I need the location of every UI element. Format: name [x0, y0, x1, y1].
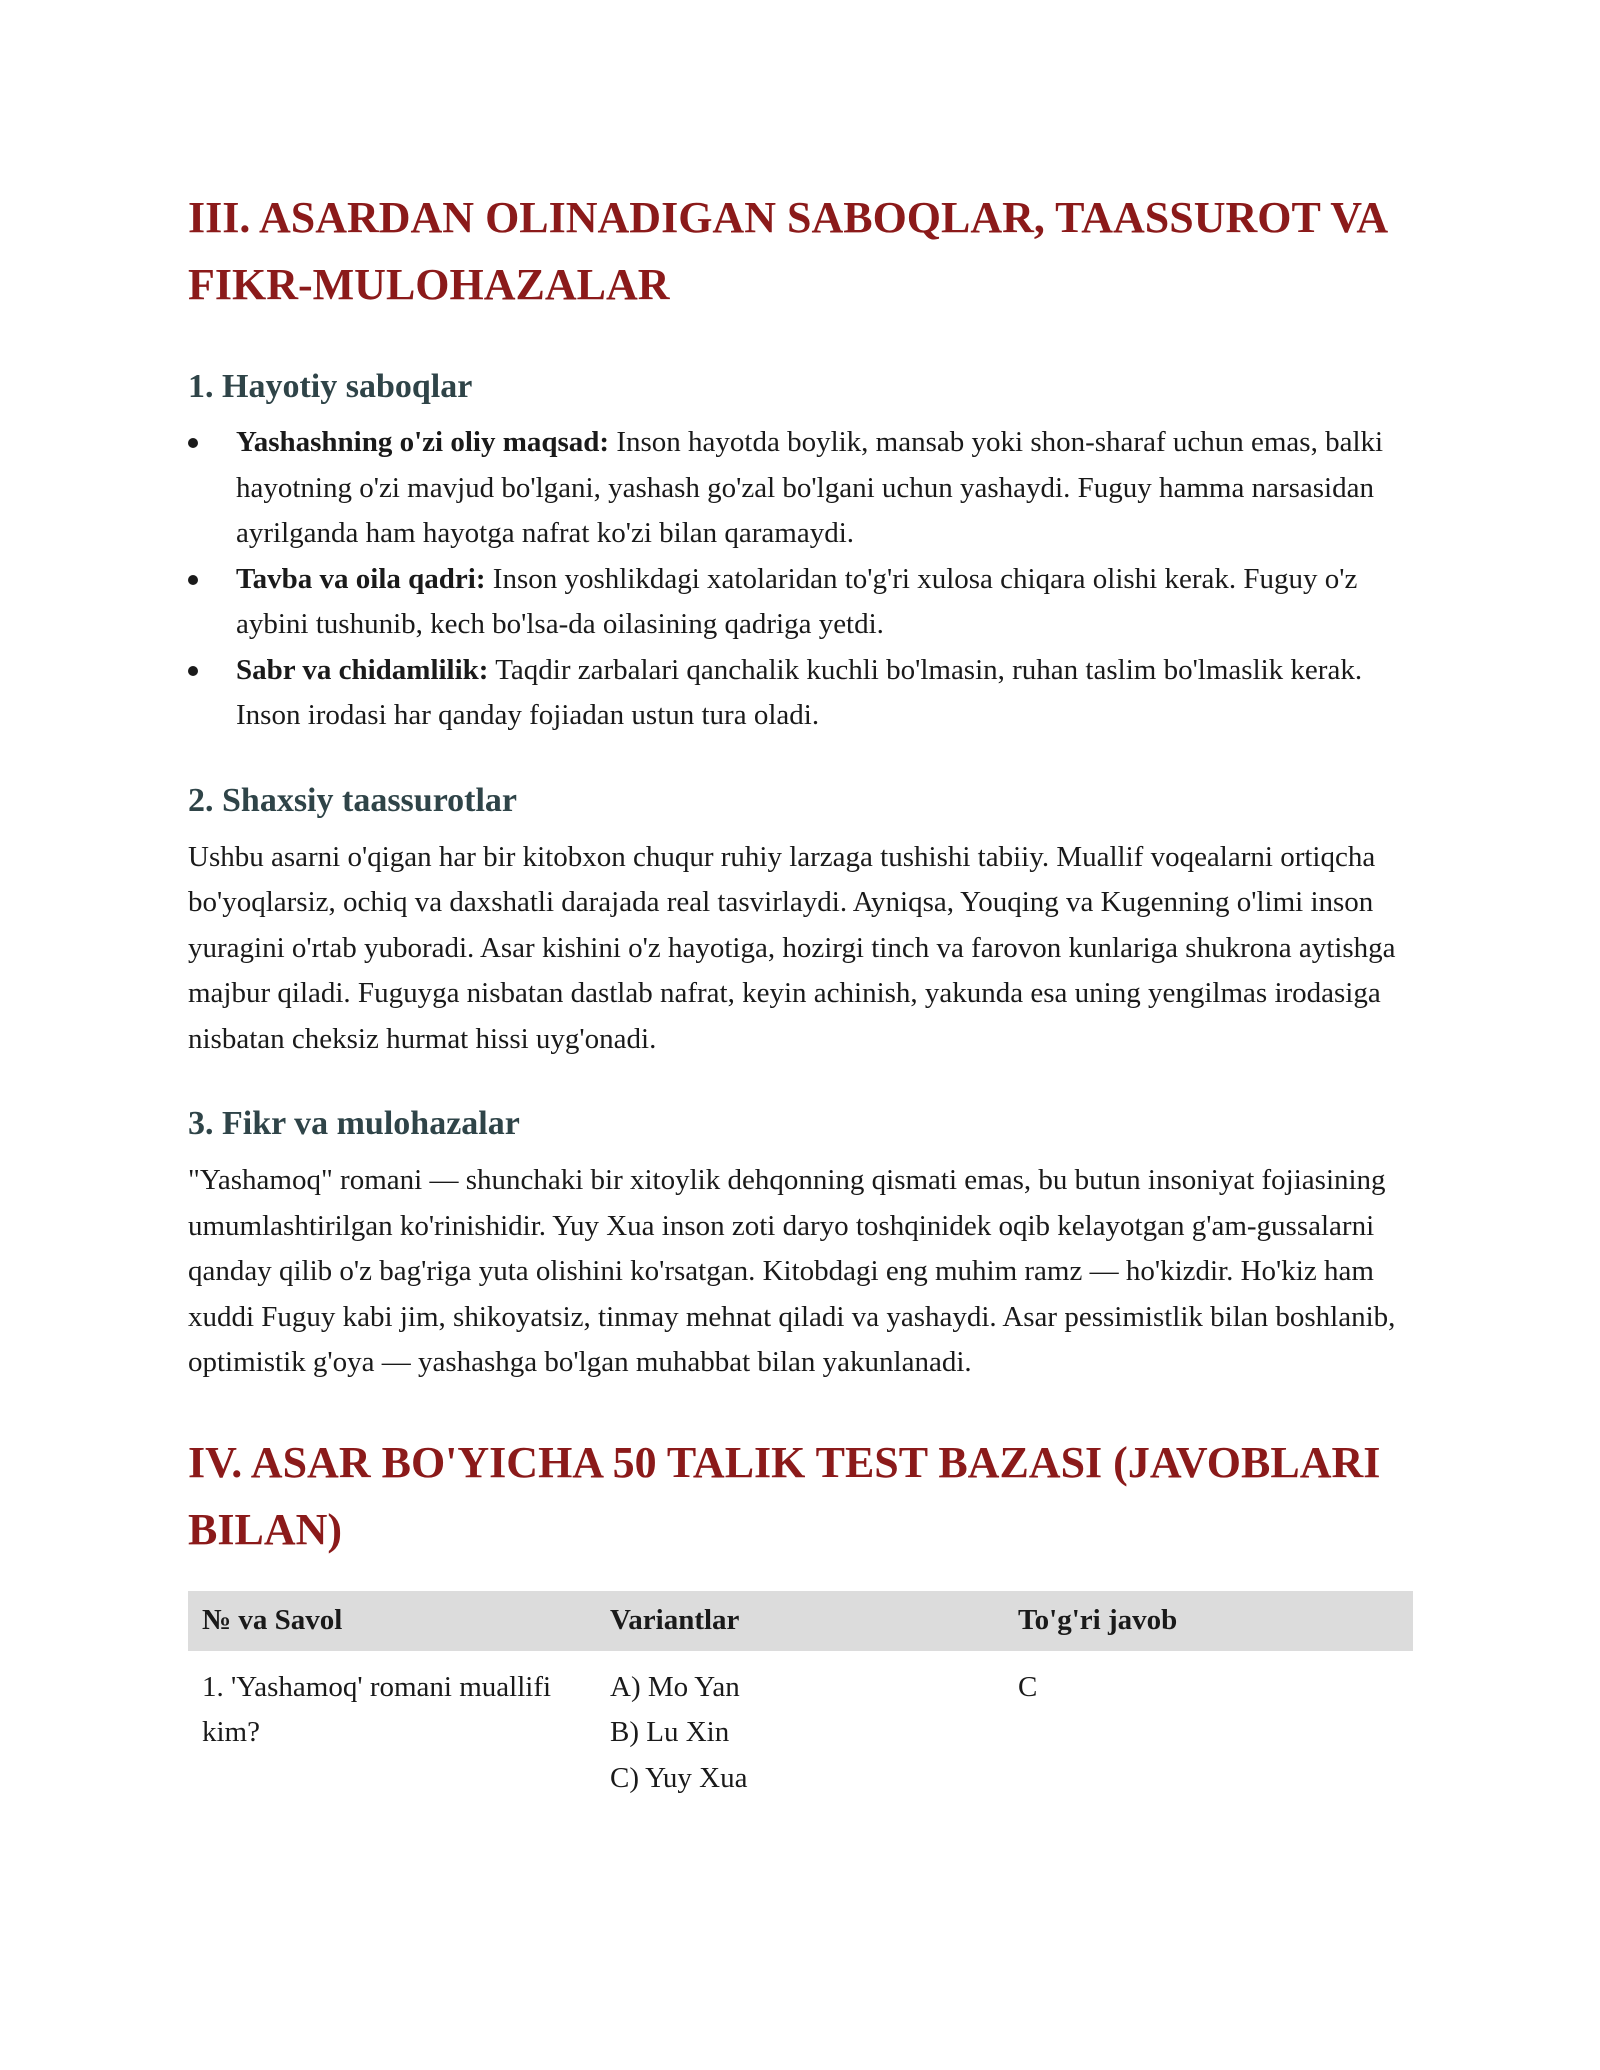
lessons-list [188, 420, 1413, 739]
item-label: Tavba va oila qadri: [236, 562, 486, 595]
list-item [188, 557, 1413, 648]
item-text: Inson hayotda boylik, mansab yoki shon-sharaf uchun emas, balki hayotning o'zi mavjud bo'lgani, yashash go'zal bo'lgani uchun yashaydi. Fuguy hamma narsasidan ayrilganda ham hayotga nafrat ko'zi bilan qaramaydi. [236, 426, 1384, 549]
item-label: Yashashning o'zi oliy maqsad: [236, 426, 610, 458]
subsection-3-title: 3. Fikr va mulohazalar [188, 1105, 520, 1142]
option-b: B) Lu Xin [610, 1716, 730, 1748]
option-a: A) Mo Yan [610, 1670, 740, 1703]
table-row [188, 1651, 1413, 1802]
section-4-title: IV. ASAR BO'YICHA 50 TALIK TEST BAZASI (JAVOBLARI BILAN) [188, 1437, 1381, 1554]
bullet-icon [188, 438, 198, 448]
subsection-2-title: 2. Shaxsiy taassurotlar [188, 781, 518, 819]
item-text: Inson yoshlikdagi xatolaridan to'g'ri xulosa chiqara olishi kerak. Fuguy o'z aybini tushunib, kech bo'lsa-da oilasining qadriga yetdi. [236, 562, 1358, 640]
impressions-paragraph: Ushbu asarni o'qigan har bir kitobxon chuqur ruhiy larzaga tushishi tabiiy. Muallif voqealarni ortiqcha bo'yoqlarsiz, ochiq va daxshatli darajada real tasvirlaydi. Ayniqsa, Youqing va Kugenning o'limi inson yuragini o'rtab yuboradi. Asar kishini o'z hayotiga, hozirgi tinch va farovon kunlariga shukrona aytishga majbur qiladi. Fuguyga nisbatan dastlab nafrat, keyin achinish, yakunda esa uning yengilmas irodasiga nisbatan cheksiz hurmat hissi uyg'onadi. [188, 840, 1396, 1055]
header-options: Variantlar [596, 1591, 1004, 1651]
table-header-row [188, 1591, 1413, 1651]
answer-cell: C [1018, 1670, 1038, 1703]
section-3-title: III. ASARDAN OLINADIGAN SABOQLAR, TAASSUROT VA FIKR-MULOHAZALAR [188, 193, 1386, 309]
question-cell: 1. 'Yashamoq' romani muallifi kim? [202, 1670, 552, 1748]
thoughts-paragraph: "Yashamoq" romani — shunchaki bir xitoylik dehqonning qismati emas, bu butun insoniyat fojiasining umumlashtirilgan ko'rinishidir. Yuy Xua inson zoti daryo toshqinidek oqib kelayotgan g'am-gussalarni qanday qilib o'z bag'riga yuta olishini ko'rsatgan. Kitobdagi eng muhim ramz — ho'kizdir. Ho'kiz ham xuddi Fuguy kabi jim, shikoyatsiz, tinmay mehnat qiladi va yashaydi. Asar pessimistlik bilan boshlanib, optimistik g'oya — yashashga bo'lgan muhabbat bilan yakunlanadi. [188, 1164, 1396, 1378]
bullet-icon [188, 575, 198, 585]
header-question: № va Savol [188, 1591, 596, 1651]
options-cell [596, 1651, 1004, 1802]
header-answer: To'g'ri javob [1004, 1591, 1413, 1651]
subsection-1-title: 1. Hayotiy saboqlar [188, 368, 473, 405]
list-item [188, 648, 1413, 739]
test-table [188, 1591, 1413, 1802]
item-label: Sabr va chidamlilik: [236, 653, 489, 686]
bullet-icon [188, 666, 198, 676]
list-item [188, 420, 1413, 557]
item-text: Taqdir zarbalari qanchalik kuchli bo'lmasin, ruhan taslim bo'lmaslik kerak. Inson irodasi har qanday fojiadan ustun tura oladi. [236, 653, 1363, 731]
option-c: C) Yuy Xua [610, 1761, 748, 1794]
document-page [188, 184, 1413, 1801]
